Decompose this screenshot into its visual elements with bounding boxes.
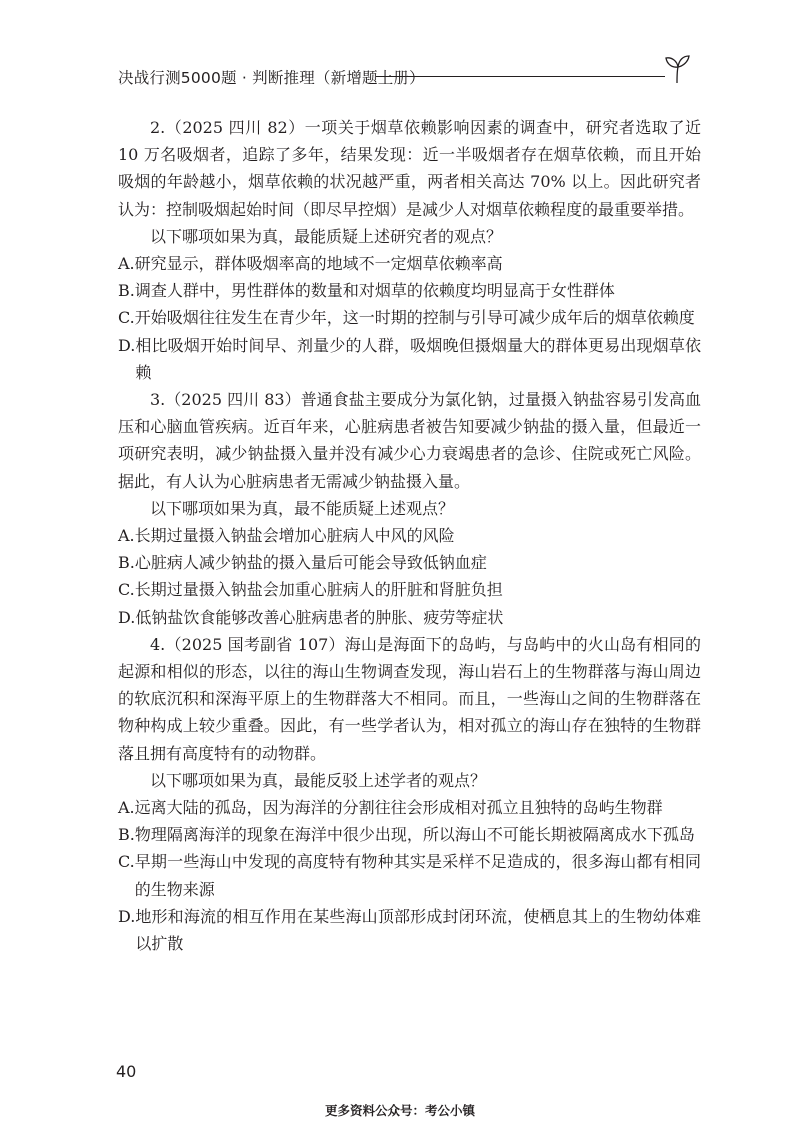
option-c xyxy=(118,304,701,331)
question-source: （2025 四川 82） xyxy=(165,118,305,137)
option-letter: B. xyxy=(118,553,135,573)
option-letter: D. xyxy=(118,607,136,627)
question-prompt: 以下哪项如果为真，最能反驳上述学者的观点？ xyxy=(150,770,487,790)
option-text: 调查人群中，男性群体的数量和对烟草的依赖度均明显高于女性群体 xyxy=(134,281,615,301)
question-stem-text: 一项关于烟草依赖影响因素的调查中，研究者选取了近 10 万名吸烟者，追踪了多年，结果发现：近一半吸烟者存在烟草依赖，而且开始吸烟的年龄越小，烟草依赖的状况越严重，两者相关高达 70% 以上。因此研究者认为：控制吸烟起始时间（即尽早控烟）是减少人对烟草依赖程度的最重要举措。 xyxy=(118,118,701,219)
option-d xyxy=(118,604,701,631)
option-b xyxy=(118,277,701,304)
option-letter: B. xyxy=(118,281,135,301)
option-letter: D. xyxy=(118,906,136,926)
question-stem-text: 普通食盐主要成分为氯化钠，过量摄入钠盐容易引发高血压和心脑血管疾病。近百年来，心脏病患者被告知要减少钠盐的摄入量，但最近一项研究表明，减少钠盐摄入量并没有减少心力衰竭患者的急诊、住院或死亡风险。据此，有人认为心脏病患者无需减少钠盐摄入量。 xyxy=(118,390,701,491)
option-c xyxy=(118,576,701,603)
option-text: 心脏病人减少钠盐的摄入量后可能会导致低钠血症 xyxy=(134,553,487,573)
question-number: 2. xyxy=(150,118,166,137)
question-prompt: 以下哪项如果为真，最不能质疑上述观点？ xyxy=(150,498,455,518)
question-source: （2025 四川 83） xyxy=(165,390,301,410)
question-number: 4. xyxy=(150,634,166,654)
option-letter: C. xyxy=(118,580,135,600)
option-a xyxy=(118,794,701,821)
sprout-icon xyxy=(661,54,693,84)
option-text: 远离大陆的孤岛，因为海洋的分割往往会形成相对孤立且独特的岛屿生物群 xyxy=(134,798,663,818)
option-letter: C. xyxy=(118,308,135,328)
option-c xyxy=(118,848,701,902)
option-d xyxy=(118,332,701,386)
option-text: 相比吸烟开始时间早、剂量少的人群，吸烟晚但摄烟量大的群体更易出现烟草依赖 xyxy=(135,335,701,382)
question-stem xyxy=(118,386,701,495)
question-block xyxy=(118,386,701,631)
book-title: 决战行测5000题 · 判断推理（新增题上册） xyxy=(118,69,425,87)
option-letter: A. xyxy=(118,526,135,546)
question-block xyxy=(118,114,701,386)
option-a xyxy=(118,522,701,549)
option-text: 低钠盐饮食能够改善心脏病患者的肿胀、疲劳等症状 xyxy=(135,607,504,627)
option-text: 长期过量摄入钠盐会加重心脏病人的肝脏和肾脏负担 xyxy=(134,580,503,600)
option-text: 物理隔离海洋的现象在海洋中很少出现，所以海山不可能长期被隔离成水下孤岛 xyxy=(134,825,695,845)
page-body xyxy=(118,114,701,957)
question-block xyxy=(118,631,701,957)
running-header xyxy=(118,62,693,92)
option-text: 长期过量摄入钠盐会增加心脏病人中风的风险 xyxy=(134,526,455,546)
header-rule xyxy=(376,76,665,77)
question-source: （2025 国考副省 107） xyxy=(165,634,345,654)
footer-note: 更多资料公众号：考公小镇 xyxy=(324,1103,475,1118)
option-a xyxy=(118,250,701,277)
option-text: 早期一些海山中发现的高度特有物种其实是采样不足造成的，很多海山都有相同的生物来源 xyxy=(134,852,701,899)
option-letter: A. xyxy=(118,254,135,274)
question-stem xyxy=(118,631,701,767)
option-letter: C. xyxy=(118,852,135,872)
question-stem-text: 海山是海面下的岛屿，与岛屿中的火山岛有相同的起源和相似的形态，以往的海山生物调查发现，海山岩石上的生物群落与海山周边的软底沉积和深海平原上的生物群落大不相同。而且，一些海山之间的生物群落在物种构成上较少重叠。因此，有一些学者认为，相对孤立的海山存在独特的生物群落且拥有高度特有的动物群。 xyxy=(118,634,701,763)
option-d xyxy=(118,903,701,957)
option-text: 地形和海流的相互作用在某些海山顶部形成封闭环流，使栖息其上的生物幼体难以扩散 xyxy=(135,906,701,954)
option-text: 研究显示，群体吸烟率高的地域不一定烟草依赖率高 xyxy=(134,254,503,274)
question-stem xyxy=(118,114,701,223)
question-number: 3. xyxy=(150,390,166,410)
option-b xyxy=(118,821,701,848)
question-prompt: 以下哪项如果为真，最能质疑上述研究者的观点？ xyxy=(150,226,503,246)
option-b xyxy=(118,549,701,576)
option-letter: B. xyxy=(118,825,135,845)
option-letter: D. xyxy=(118,335,136,355)
option-letter: A. xyxy=(118,798,135,818)
page-number: 40 xyxy=(116,1062,137,1081)
option-text: 开始吸烟往往发生在青少年，这一时期的控制与引导可减少成年后的烟草依赖度 xyxy=(134,308,695,328)
